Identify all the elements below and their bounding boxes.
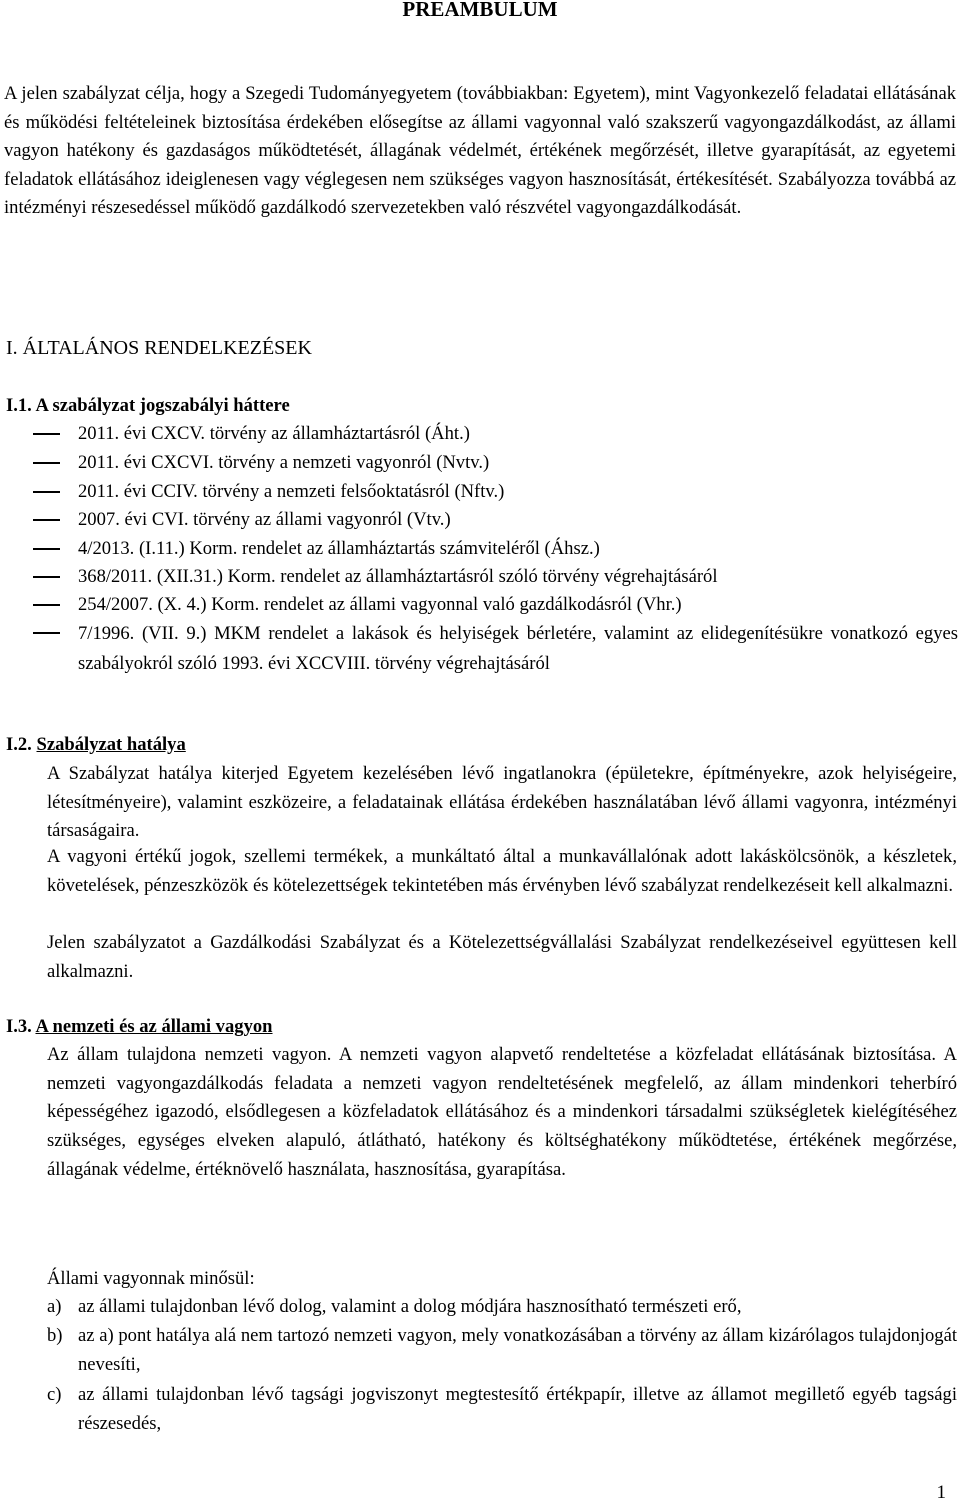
list-item — [47, 1293, 957, 1322]
law-text: 254/2007. (X. 4.) Korm. rendelet az állami vagyonnal való gazdálkodásról (Vhr.) — [78, 594, 682, 615]
list-item-text: az állami tulajdonban lévő tagsági jogviszonyt megtestesítő értékpapír, illetve az államot megillető egyéb tagsági részesedés, — [78, 1384, 957, 1434]
law-item — [78, 478, 958, 506]
subsection-2-number: I.2. — [6, 734, 32, 755]
law-item — [78, 449, 958, 477]
dash-bullet — [33, 519, 60, 521]
subsection-2-heading — [6, 731, 186, 759]
scope-paragraph: A vagyoni értékű jogok, szellemi termékek, a munkáltató által a munkavállalónak adott lakáskölcsönök, a készletek, követelések, pénzeszközök és kötelezettségek tekintetében más érvényben lévő szabályzat rendelkezéseit kell alkalmazni. — [47, 846, 957, 896]
law-text: 4/2013. (I.11.) Korm. rendelet az államháztartás számviteléről (Áhsz.) — [78, 538, 600, 559]
dash-bullet — [33, 462, 60, 464]
page-number: 1 — [936, 1482, 946, 1503]
subsection-1-title: A szabályzat jogszabályi háttere — [35, 395, 290, 416]
law-item — [78, 506, 958, 534]
law-text: 2007. évi CVI. törvény az állami vagyonról (Vtv.) — [78, 509, 451, 530]
subsection-3-number: I.3. — [6, 1016, 32, 1037]
law-text: 7/1996. (VII. 9.) MKM rendelet a lakások és helyiségek bérletére, valamint az elidegenítésükre vonatkozó egyes szabályokról szóló 1993. évi XCCVIII. törvény végrehajtásáról — [78, 623, 958, 674]
law-text: 368/2011. (XII.31.) Korm. rendelet az államháztartásról szóló törvény végrehajtásáról — [78, 566, 718, 587]
list-title: Állami vagyonnak minősül: — [47, 1268, 255, 1289]
law-text: 2011. évi CXCVI. törvény a nemzeti vagyonról (Nvtv.) — [78, 452, 490, 473]
preamble-paragraph: A jelen szabályzat célja, hogy a Szegedi Tudományegyetem (továbbiakban: Egyetem), mint Vagyonkezelő feladatai ellátásának és működési feltételeinek biztosítása érdekében elősegítse az állami vagyonnal való szakszerű vagyongazdálkodást, az állami vagyon hatékony és gazdaságos működtetését, állagának védelmét, értékének megőrzését, illetve gyarapítását, az egyetemi feladatok ellátásához ideiglenesen vagy véglegesen nem szükséges vagyon hasznosítását, értékesítését. Szabályozza továbbá az intézményi részesedéssel működő gazdálkodó szervezetekben való részvétel vagyongazdálkodását. — [4, 83, 956, 219]
list-item — [47, 1322, 957, 1379]
dash-bullet — [33, 576, 60, 578]
law-item — [78, 563, 958, 591]
list-item-text: az állami tulajdonban lévő dolog, valamint a dolog módjára hasznosítható természeti erő, — [78, 1296, 742, 1317]
subsection-1-number: I.1. — [6, 395, 32, 416]
subsection-3-heading — [6, 1013, 273, 1041]
dash-bullet — [33, 433, 60, 435]
section-heading: I. ÁLTALÁNOS RENDELKEZÉSEK — [6, 337, 312, 359]
list-item-label: b) — [47, 1325, 63, 1346]
law-item — [78, 535, 958, 563]
list-item-text: az a) pont hatálya alá nem tartozó nemzeti vagyon, mely vonatkozásában a törvény az állam kizárólagos tulajdonjogát nevesíti, — [78, 1325, 957, 1375]
scope-paragraph: A Szabályzat hatálya kiterjed Egyetem kezelésében lévő ingatlanokra (épületekre, építményekre, azok helyiségeire, létesítményeire), valamint eszközeire, a feladatainak ellátása érdekében használatában lévő állami vagyonra, intézményi társaságaira. — [47, 763, 957, 842]
subsection-2-title: Szabályzat hatálya — [36, 734, 186, 755]
dash-bullet — [33, 491, 60, 493]
list-item — [47, 1381, 957, 1438]
dash-bullet — [33, 548, 60, 550]
scope-paragraph: Jelen szabályzatot a Gazdálkodási Szabályzat és a Kötelezettségvállalási Szabályzat rendelkezéseivel együttesen kell alkalmazni. — [47, 932, 957, 982]
subsection-3-title: A nemzeti és az állami vagyon — [35, 1016, 273, 1037]
dash-bullet — [33, 604, 60, 606]
law-text: 2011. évi CCIV. törvény a nemzeti felsőoktatásról (Nftv.) — [78, 481, 505, 502]
national-assets-paragraph: Az állam tulajdona nemzeti vagyon. A nemzeti vagyon alapvető rendeltetése a közfeladat ellátásának biztosítása. A nemzeti vagyongazdálkodás feladata a nemzeti vagyon rendeltetésének megfelelő, az állam mindenkori teherbíró képességéhez igazodó, elsődlegesen a közfeladatok ellátásához és a mindenkori társadalmi szükségletek kielégítéséhez szükséges, egységes elveken alapuló, átlátható, hatékony és költséghatékony működtetése, értékének megőrzése, állagának védelme, értéknövelő használata, hasznosítása, gyarapítása. — [47, 1044, 957, 1180]
dash-bullet — [33, 632, 60, 634]
law-item — [78, 591, 958, 619]
subsection-1-heading — [6, 392, 290, 420]
law-text: 2011. évi CXCV. törvény az államháztartásról (Áht.) — [78, 423, 470, 444]
law-item — [78, 420, 958, 448]
page-title: PREAMBULUM — [402, 0, 558, 21]
list-item-label: a) — [47, 1296, 62, 1317]
law-item — [78, 619, 958, 678]
list-item-label: c) — [47, 1384, 62, 1405]
